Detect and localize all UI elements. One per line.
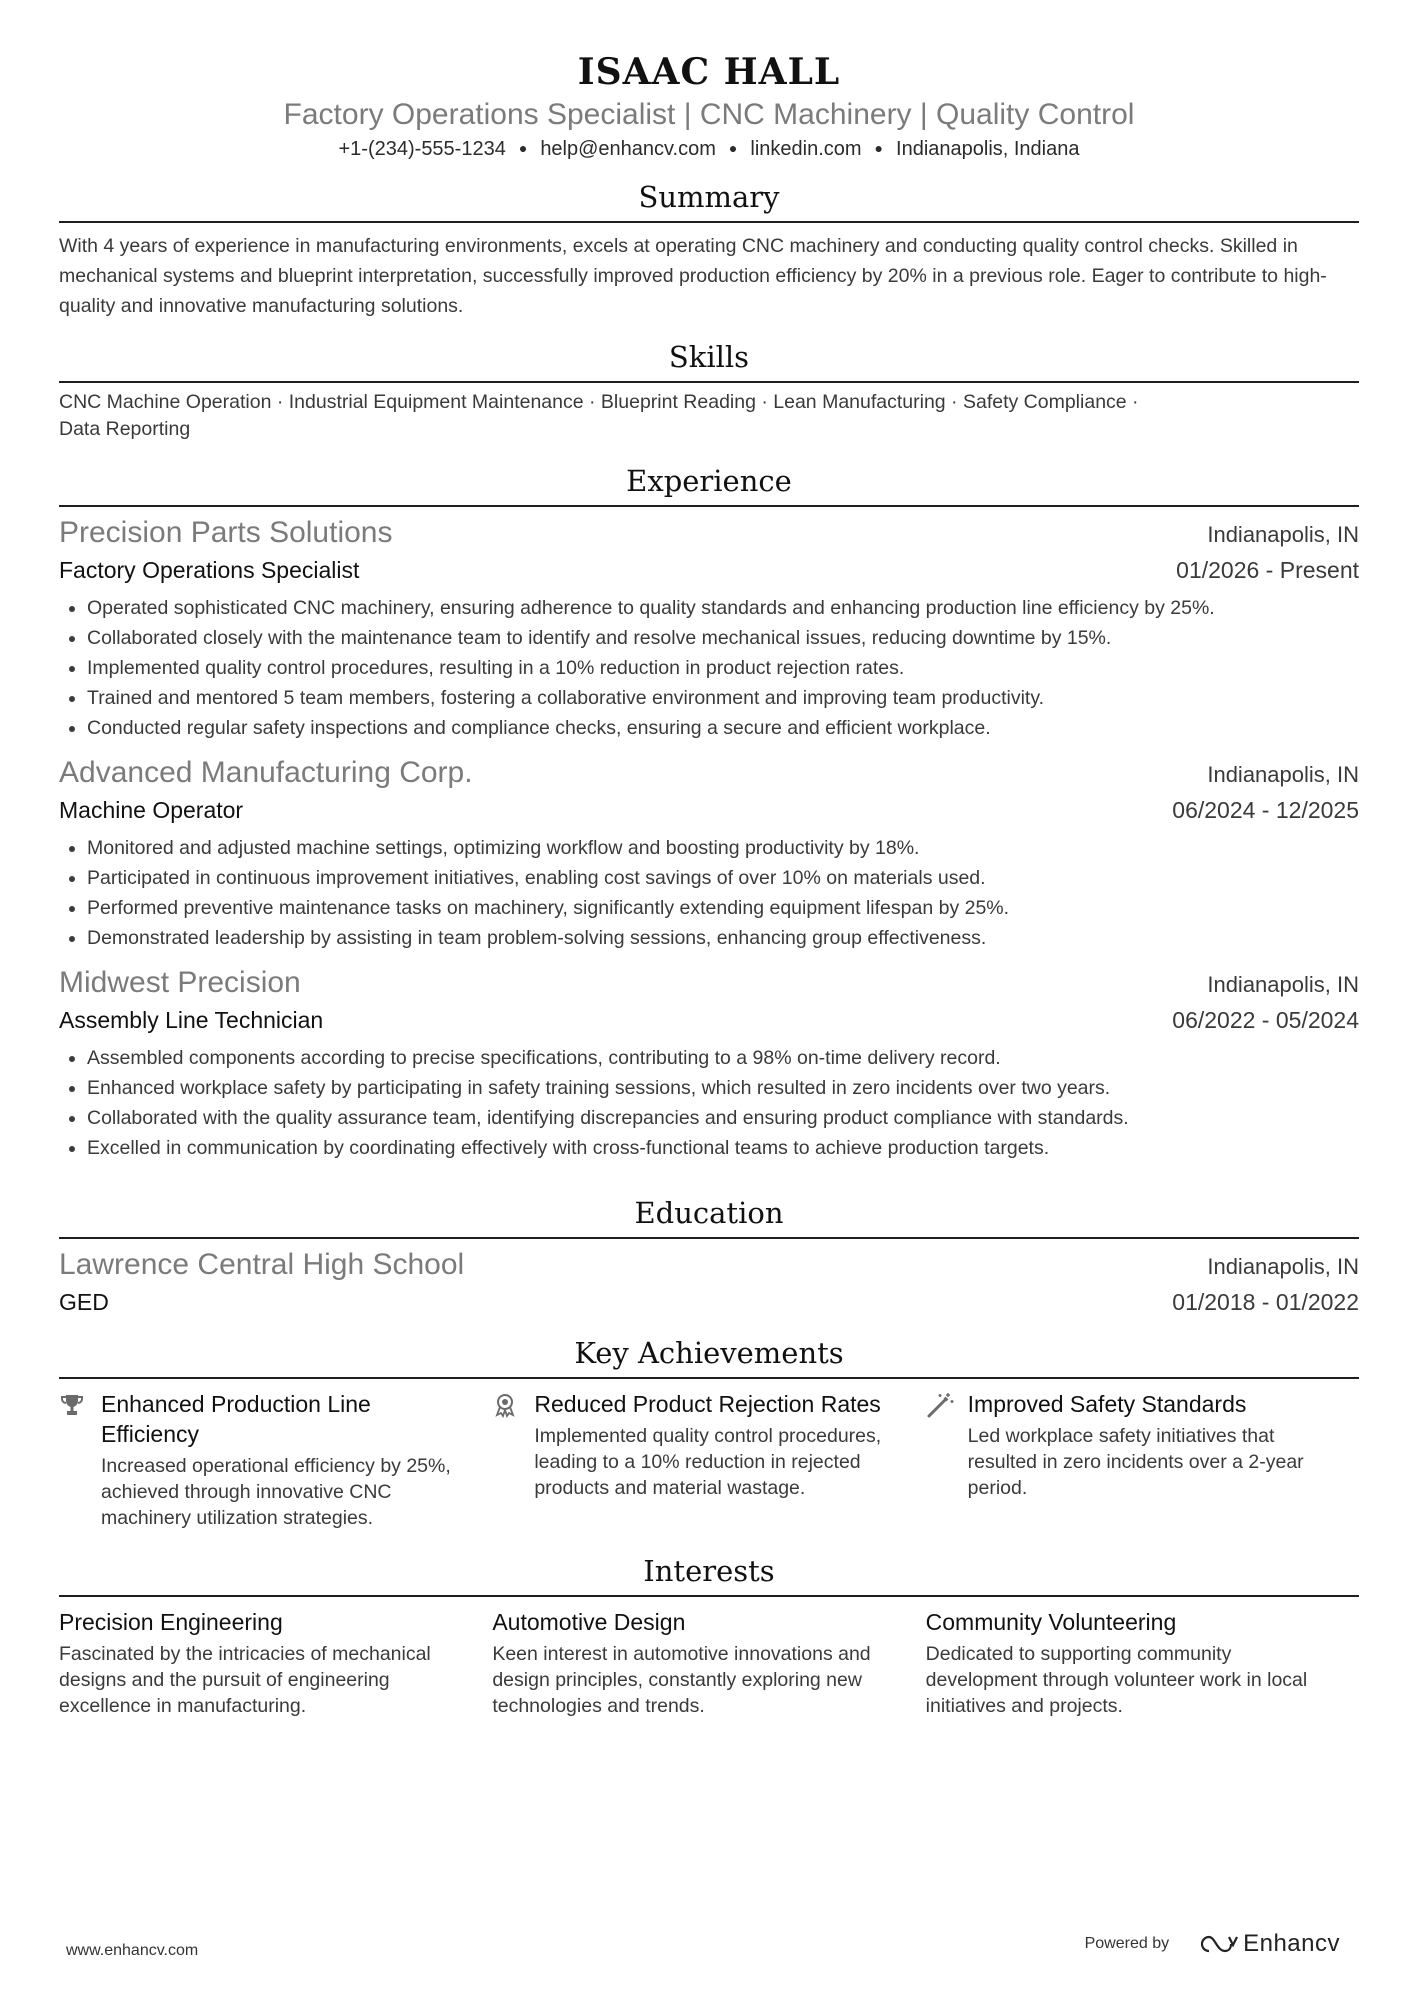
separator-dot-icon: ● bbox=[518, 140, 528, 156]
interest-desc: Dedicated to supporting community development through volunteer work in local initiatives and projects. bbox=[925, 1643, 1308, 1717]
footer-branding bbox=[1085, 1930, 1340, 1958]
achievement-item bbox=[59, 1389, 492, 1531]
candidate-headline: Factory Operations Specialist | CNC Machinery | Quality Control bbox=[283, 98, 1135, 131]
education-dates: 01/2018 - 01/2022 bbox=[1172, 1289, 1359, 1315]
company-name: Precision Parts Solutions bbox=[59, 516, 393, 549]
footer-website-link[interactable]: www.enhancv.com bbox=[66, 1942, 199, 1959]
school-location: Indianapolis, IN bbox=[1207, 1254, 1359, 1279]
interest-title: Community Volunteering bbox=[925, 1609, 1177, 1635]
list-item: • Assembled components according to precise specifications, contributing to a 98% on-time delivery record. bbox=[87, 1043, 1359, 1073]
job-dates: 06/2022 - 05/2024 bbox=[1172, 1007, 1359, 1033]
enhancv-brand-name: Enhancv bbox=[1243, 1930, 1340, 1957]
education-section bbox=[59, 1193, 1359, 1319]
achievement-item bbox=[926, 1389, 1359, 1531]
summary-text: With 4 years of experience in manufacturing environments, excels at operating CNC machinery and conducting quality control checks. Skilled in mechanical systems and blueprint interpretation, successfully improved production efficiency by 20% in a previous role. Eager to contribute to high-quality and innovative manufacturing solutions. bbox=[59, 235, 1327, 317]
experience-section bbox=[59, 461, 1359, 1163]
achievements-title: Key Achievements bbox=[59, 1333, 1359, 1379]
list-item: • Operated sophisticated CNC machinery, ensuring adherence to quality standards and enhancing production line efficiency by 25%. bbox=[87, 593, 1359, 623]
job-dates: 06/2024 - 12/2025 bbox=[1172, 797, 1359, 823]
interest-item bbox=[926, 1607, 1359, 1719]
location: Indianapolis, Indiana bbox=[896, 138, 1080, 160]
summary-title: Summary bbox=[59, 177, 1359, 223]
degree: GED bbox=[59, 1289, 109, 1315]
job-title: Machine Operator bbox=[59, 797, 244, 823]
enhancv-logo-icon bbox=[1195, 1933, 1239, 1955]
education-title: Education bbox=[59, 1193, 1359, 1239]
interests-section bbox=[59, 1551, 1359, 1719]
company-name: Midwest Precision bbox=[59, 966, 301, 999]
linkedin-link[interactable]: linkedin.com bbox=[750, 138, 862, 160]
interests-title: Interests bbox=[59, 1551, 1359, 1597]
skills-section bbox=[59, 337, 1359, 443]
job-location: Indianapolis, IN bbox=[1207, 972, 1359, 997]
job-title: Assembly Line Technician bbox=[59, 1007, 324, 1033]
skills-line-1: CNC Machine Operation · Industrial Equipment Maintenance · Blueprint Reading · Lean Manufacturing · Safety Compliance · bbox=[59, 391, 1139, 413]
experience-entry bbox=[59, 753, 1359, 953]
interest-desc: Keen interest in automotive innovations and design principles, constantly exploring new technologies and trends. bbox=[492, 1643, 871, 1717]
trophy-icon bbox=[59, 1389, 101, 1531]
list-item: • Demonstrated leadership by assisting in team problem-solving sessions, enhancing group effectiveness. bbox=[87, 923, 1359, 953]
interest-desc: Fascinated by the intricacies of mechanical designs and the pursuit of engineering excellence in manufacturing. bbox=[59, 1643, 431, 1717]
list-item: • Conducted regular safety inspections and compliance checks, ensuring a secure and efficient workplace. bbox=[87, 713, 1359, 743]
list-item: • Collaborated closely with the maintenance team to identify and resolve mechanical issues, reducing downtime by 15%. bbox=[87, 623, 1359, 653]
company-name: Advanced Manufacturing Corp. bbox=[59, 756, 473, 789]
interest-title: Automotive Design bbox=[492, 1609, 686, 1635]
interest-title: Precision Engineering bbox=[59, 1609, 283, 1635]
phone: +1-(234)-555-1234 bbox=[338, 138, 506, 160]
job-bullets bbox=[59, 593, 1359, 743]
experience-entry bbox=[59, 963, 1359, 1163]
contact-line bbox=[59, 134, 1359, 163]
summary-section bbox=[59, 177, 1359, 321]
experience-title: Experience bbox=[59, 461, 1359, 507]
skills-line-2: Data Reporting bbox=[59, 418, 191, 440]
list-item: • Enhanced workplace safety by participating in safety training sessions, which resulted in zero incidents over two years. bbox=[87, 1073, 1359, 1103]
list-item: • Trained and mentored 5 team members, fostering a collaborative environment and improving team productivity. bbox=[87, 683, 1359, 713]
achievement-desc: Led workplace safety initiatives that resulted in zero incidents over a 2-year period. bbox=[967, 1425, 1304, 1499]
achievement-item bbox=[492, 1389, 925, 1531]
email-link[interactable]: help@enhancv.com bbox=[540, 138, 716, 160]
list-item: • Participated in continuous improvement initiatives, enabling cost savings of over 10% on materials used. bbox=[87, 863, 1359, 893]
list-item: • Implemented quality control procedures, resulting in a 10% reduction in product rejection rates. bbox=[87, 653, 1359, 683]
job-dates: 01/2026 - Present bbox=[1176, 557, 1359, 583]
separator-dot-icon: ● bbox=[874, 140, 884, 156]
job-bullets bbox=[59, 1043, 1359, 1163]
achievement-title: Reduced Product Rejection Rates bbox=[534, 1391, 881, 1417]
experience-entry bbox=[59, 513, 1359, 743]
separator-dot-icon: ● bbox=[728, 140, 738, 156]
interest-item bbox=[59, 1607, 492, 1719]
achievements-section bbox=[59, 1333, 1359, 1531]
resume-page bbox=[59, 48, 1359, 1719]
school-name: Lawrence Central High School bbox=[59, 1248, 465, 1281]
achievement-desc: Increased operational efficiency by 25%, achieved through innovative CNC machinery utilization strategies. bbox=[101, 1455, 451, 1529]
candidate-name: ISAAC HALL bbox=[577, 51, 841, 93]
achievement-title: Enhanced Production Line Efficiency bbox=[101, 1391, 371, 1447]
job-bullets bbox=[59, 833, 1359, 953]
list-item: • Collaborated with the quality assurance team, identifying discrepancies and ensuring product compliance with standards. bbox=[87, 1103, 1359, 1133]
award-badge-icon bbox=[492, 1389, 534, 1531]
list-item: • Monitored and adjusted machine settings, optimizing workflow and boosting productivity by 18%. bbox=[87, 833, 1359, 863]
achievement-title: Improved Safety Standards bbox=[967, 1391, 1247, 1417]
job-title: Factory Operations Specialist bbox=[59, 557, 360, 583]
interest-item bbox=[492, 1607, 925, 1719]
powered-by-label: Powered by bbox=[1084, 1935, 1170, 1952]
list-item: • Performed preventive maintenance tasks on machinery, significantly extending equipment lifespan by 25%. bbox=[87, 893, 1359, 923]
enhancv-logo[interactable] bbox=[1195, 1930, 1340, 1958]
job-location: Indianapolis, IN bbox=[1207, 762, 1359, 787]
magic-wand-icon bbox=[926, 1389, 968, 1531]
list-item: • Excelled in communication by coordinating effectively with cross-functional teams to achieve production targets. bbox=[87, 1133, 1359, 1163]
skills-title: Skills bbox=[59, 337, 1359, 383]
job-location: Indianapolis, IN bbox=[1207, 522, 1359, 547]
achievement-desc: Implemented quality control procedures, leading to a 10% reduction in rejected products and material wastage. bbox=[534, 1425, 882, 1499]
